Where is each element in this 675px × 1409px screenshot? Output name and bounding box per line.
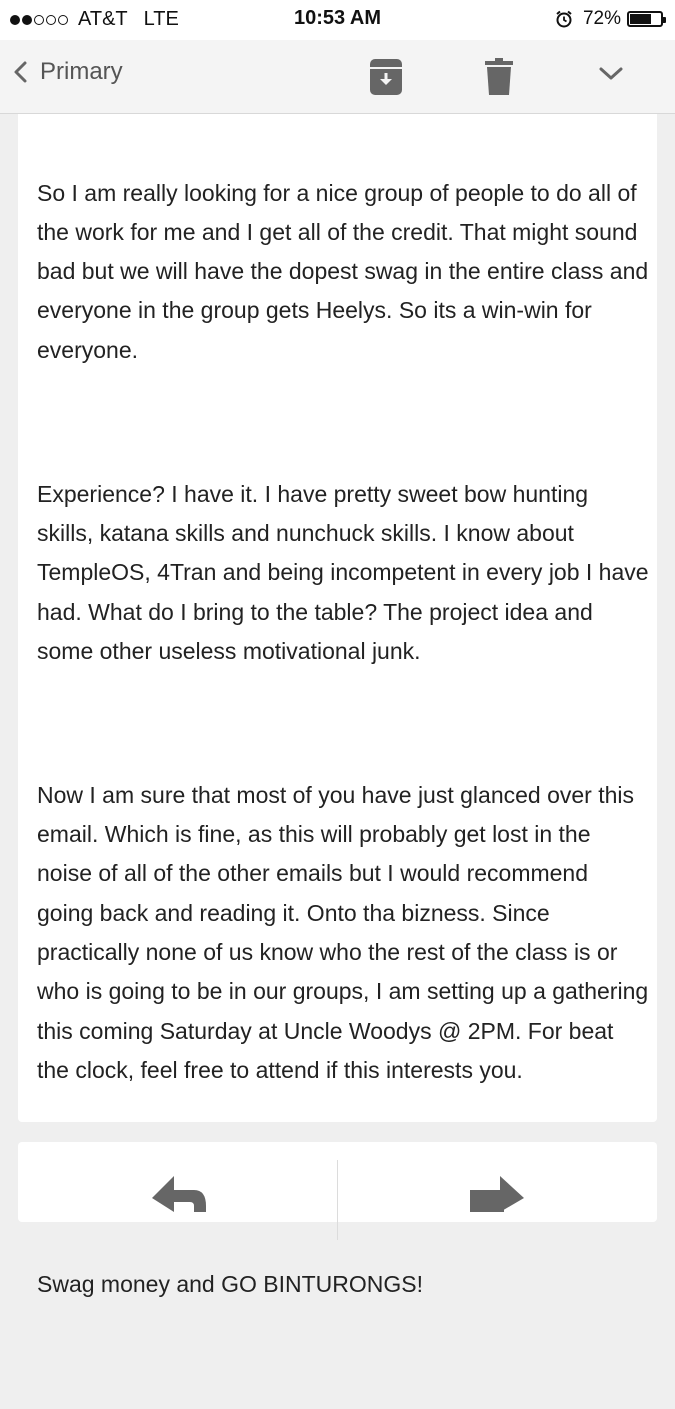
forward-arrow-icon[interactable] xyxy=(468,1172,528,1212)
status-bar xyxy=(0,0,675,40)
battery-icon xyxy=(627,11,663,27)
email-paragraph: Now I am sure that most of you have just glanced over this email. Which is fine, as this will probably get lost in the noise of all of the other emails but I would recommend going back and reading it. Onto tha bizness. Since practically none of us know who the rest of the class is or who is going to be in our groups, I am setting up a gathering this coming Saturday at Uncle Woodys @ 2PM. For beat the clock, feel free to attend if this interests you. xyxy=(37,781,655,1083)
status-time: 10:53 AM xyxy=(293,7,382,29)
reply-arrow-icon[interactable] xyxy=(148,1172,208,1212)
trash-icon[interactable] xyxy=(485,58,513,96)
archive-icon[interactable] xyxy=(369,58,403,96)
network-type: LTE xyxy=(143,8,179,30)
chevron-left-icon xyxy=(12,60,28,84)
alarm-clock-icon xyxy=(555,10,573,28)
reply-forward-bar xyxy=(18,1142,657,1222)
email-message-card xyxy=(18,114,657,1297)
email-paragraph: Experience? I have it. I have pretty sweet bow hunting skills, katana skills and nunchuck skills. I know about TempleOS, 4Tran and being incompetent in every job I have had. What do I bring to the table? The project idea and some other useless motivational junk. xyxy=(37,480,655,664)
email-paragraph: So I am really looking for a nice group of people to do all of the work for me and I get all of the credit. That might sound bad but we will have the dopest swag in the entire class and everyone in the group gets Heelys. So its a win-win for everyone. xyxy=(37,179,655,363)
action-divider xyxy=(337,1160,338,1240)
carrier-name: AT&T xyxy=(78,8,128,30)
back-to-primary-button[interactable] xyxy=(12,58,123,86)
status-right xyxy=(555,8,663,30)
chevron-down-icon[interactable] xyxy=(598,66,624,82)
battery-percent: 72% xyxy=(582,8,621,29)
battery-level-fill xyxy=(630,14,651,24)
email-sign-off: Swag money and GO BINTURONGS! xyxy=(37,1270,424,1297)
back-label: Primary xyxy=(40,58,123,85)
